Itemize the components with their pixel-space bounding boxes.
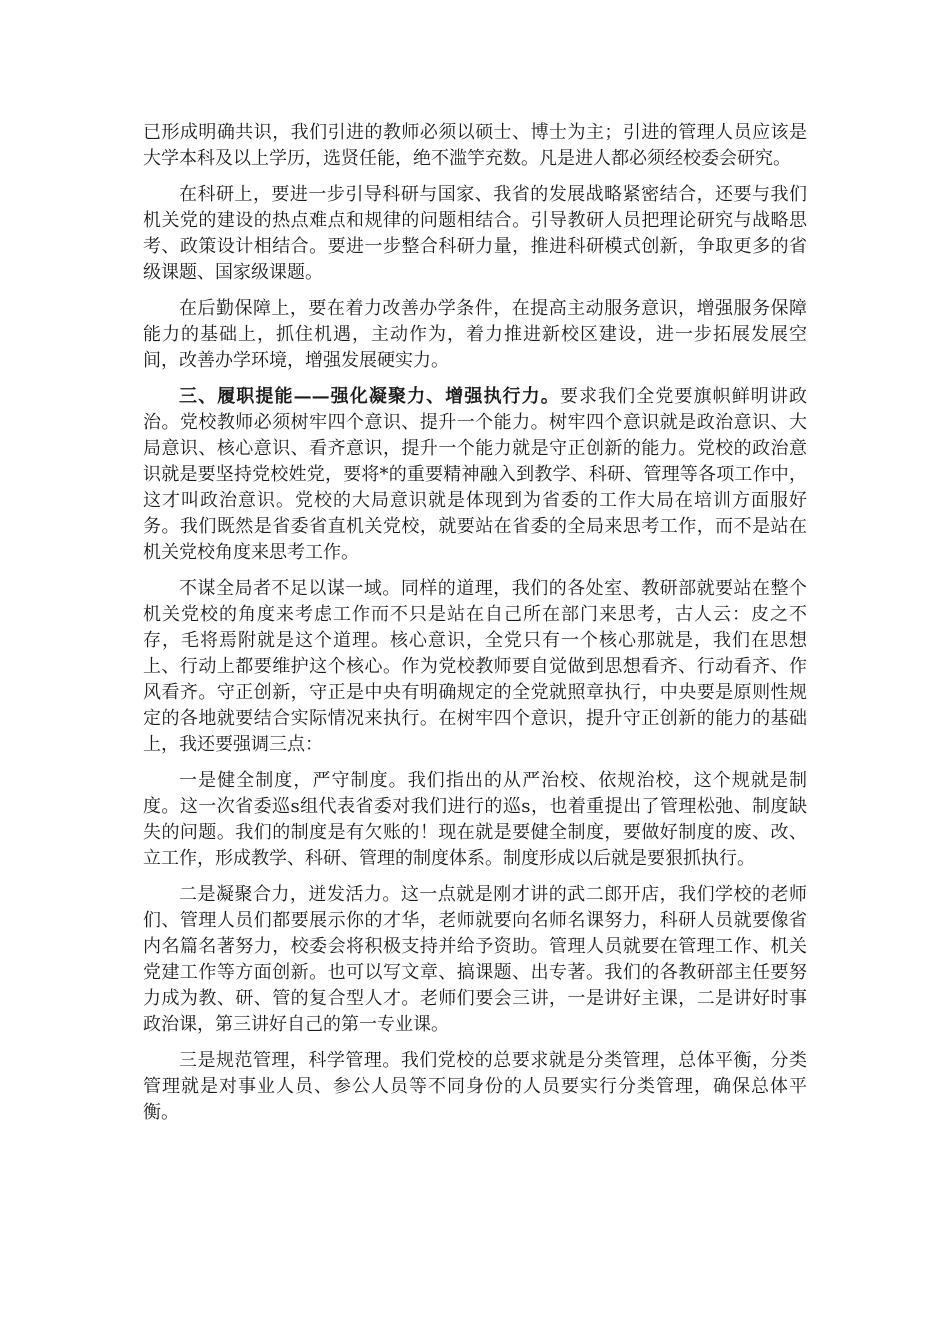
paragraph-text: 在科研上，要进一步引导科研与国家、我省的发展战略紧密结合，还要与我们机关党的建设的热点难点和规律的问题相结合。引导教研人员把理论研究与战略思考、政策设计相结合。要进一步整合科研力量，推进科研模式创新，争取更多的省级课题、国家级课题。 <box>143 184 807 283</box>
document-page <box>143 120 807 1136</box>
paragraph-point-three <box>143 1048 807 1126</box>
paragraph-continuation <box>143 120 807 172</box>
paragraph-section-three <box>143 384 807 566</box>
paragraph-text: 要求我们全党要旗帜鲜明讲政治。党校教师必须树牢四个意识、提升一个能力。树牢四个意识就是政治意识、大局意识、核心意识、看齐意识，提升一个能力就是守正创新的能力。党校的政治意识就是要坚持党校姓党，要将*的重要精神融入到教学、科研、管理等各项工作中，这才叫政治意识。党校的大局意识就是体现到为省委的工作大局在培训方面服好务。我们既然是省委省直机关党校，就要站在省委的全局来思考工作，而不是站在机关党校角度来思考工作。 <box>143 386 808 563</box>
section-heading: 三、履职提能——强化凝聚力、增强执行力。 <box>179 386 560 407</box>
paragraph-research <box>143 182 807 286</box>
paragraph-text: 已形成明确共识，我们引进的教师必须以硕士、博士为主；引进的管理人员应该是大学本科及以上学历，选贤任能，绝不滥竽充数。凡是进人都必须经校委会研究。 <box>143 122 807 169</box>
paragraph-point-one <box>143 768 807 872</box>
paragraph-text: 二是凝聚合力，迸发活力。这一点就是刚才讲的武二郎开店，我们学校的老师们、管理人员们都要展示你的才华，老师就要向名师名课努力，科研人员就要像省内名篇名著努力，校委会将积极支持并给予资助。管理人员就要在管理工作、机关党建工作等方面创新。也可以写文章、搞课题、出专著。我们的各教研部主任要努力成为教、研、管的复合型人才。老师们要会三讲，一是讲好主课，二是讲好时事政治课，第三讲好自己的第一专业课。 <box>143 884 807 1035</box>
paragraph-overall-view <box>143 576 807 758</box>
paragraph-logistics <box>143 296 807 374</box>
paragraph-text: 一是健全制度，严守制度。我们指出的从严治校、依规治校，这个规就是制度。这一次省委巡s组代表省委对我们进行的巡s，也着重提出了管理松弛、制度缺失的问题。我们的制度是有欠账的！现在就是要健全制度，要做好制度的废、改、立工作，形成教学、科研、管理的制度体系。制度形成以后就是要狠抓执行。 <box>143 770 807 869</box>
paragraph-text: 不谋全局者不足以谋一域。同样的道理，我们的各处室、教研部就要站在整个机关党校的角度来考虑工作而不只是站在自己所在部门来思考，古人云：皮之不存，毛将焉附就是这个道理。核心意识，全党只有一个核心那就是，我们在思想上、行动上都要维护这个核心。作为党校教师要自觉做到思想看齐、行动看齐、作风看齐。守正创新，守正是中央有明确规定的全党就照章执行，中央要是原则性规定的各地就要结合实际情况来执行。在树牢四个意识，提升守正创新的能力的基础上，我还要强调三点： <box>143 578 807 755</box>
paragraph-text: 三是规范管理，科学管理。我们党校的总要求就是分类管理，总体平衡，分类管理就是对事业人员、参公人员等不同身份的人员要实行分类管理，确保总体平衡。 <box>143 1050 807 1123</box>
paragraph-point-two <box>143 882 807 1038</box>
paragraph-text: 在后勤保障上，要在着力改善办学条件，在提高主动服务意识，增强服务保障能力的基础上，抓住机遇，主动作为，着力推进新校区建设，进一步拓展发展空间，改善办学环境，增强发展硬实力。 <box>143 298 807 371</box>
